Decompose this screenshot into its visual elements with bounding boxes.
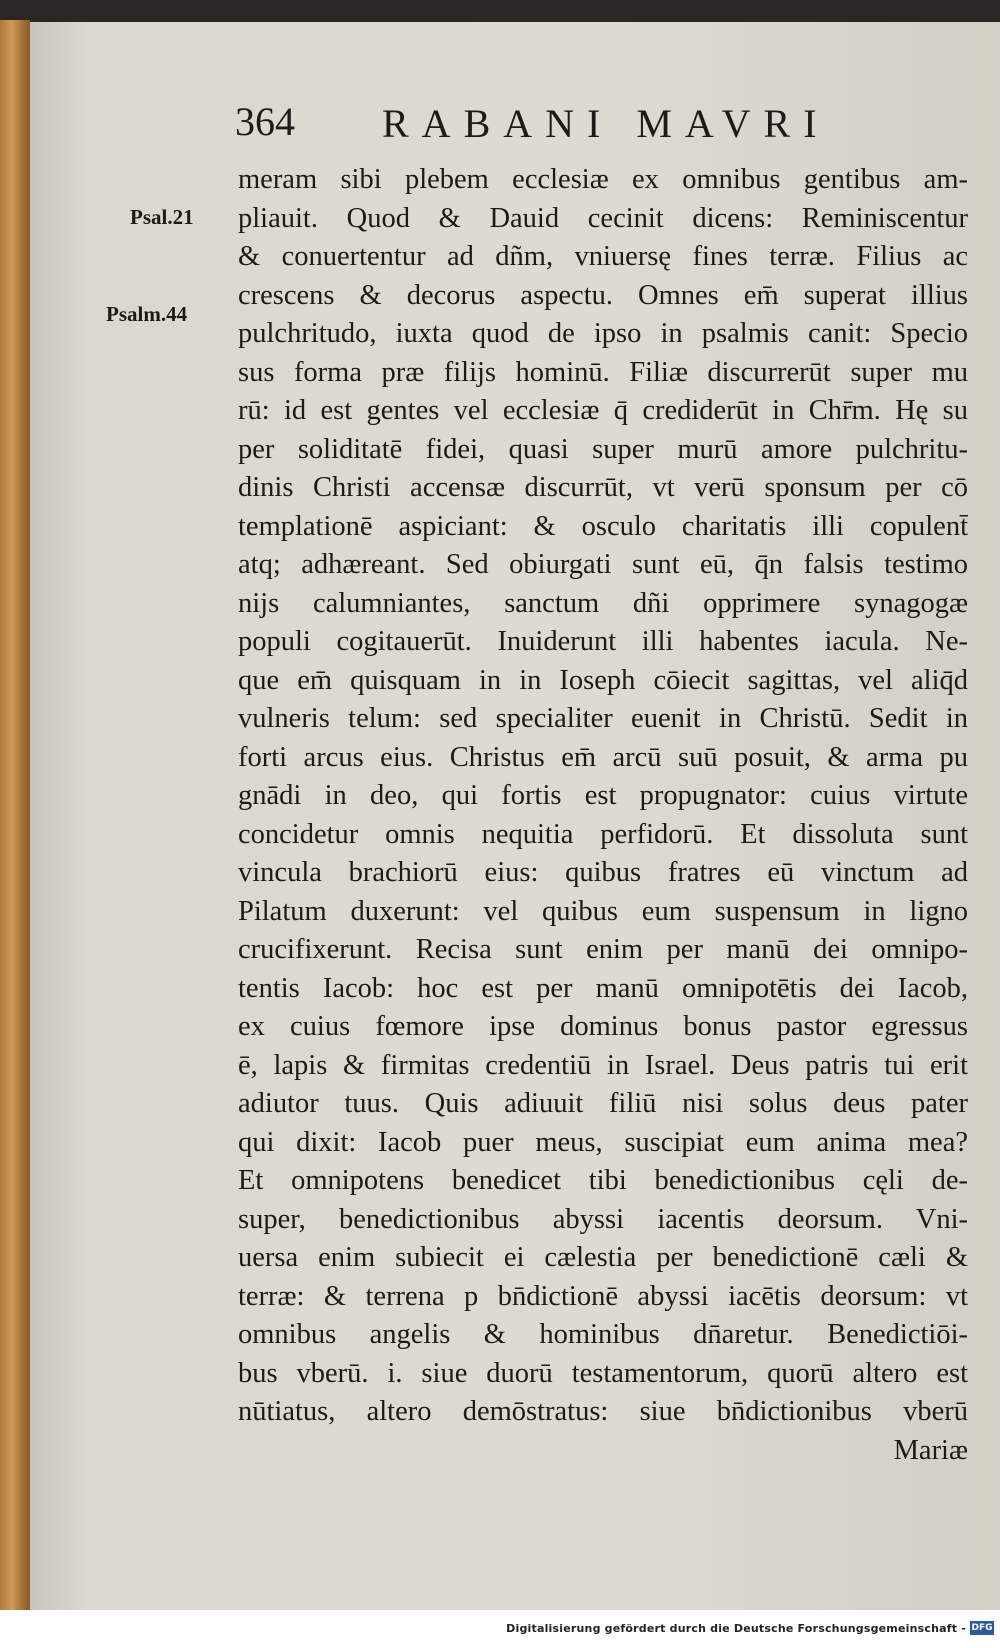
text-line: nūtiatus, altero demōstratus: siue bn̄dictionibus vberū — [238, 1396, 968, 1427]
text-line: nijs calumniantes, sanctum dñi opprimere synagogæ — [238, 587, 968, 619]
text-line: ē, lapis & firmitas credentiū in Israel. Deus patris tui erit — [238, 1049, 968, 1081]
text-line: Pilatum duxerunt: vel quibus eum suspensum in ligno — [238, 895, 968, 927]
text-line: rū: id est gentes vel ecclesiæ q̄ crediderūt in Chr̄m. Hę su — [238, 395, 968, 426]
page-number: 364 — [235, 99, 295, 144]
text-line: vincula brachiorū eius: quibus fratres eū vinctum ad — [238, 857, 968, 888]
text-line: pulchritudo, iuxta quod de ipso in psalmis canit: Specio — [238, 318, 968, 349]
text-line: sus forma præ filijs hominū. Filiæ discurrerūt super mu — [238, 356, 968, 388]
book-edge — [0, 20, 30, 1610]
text-line: dinis Christi accensæ discurrūt, vt verū sponsum per cō — [238, 472, 968, 503]
text-line: & conuertentur ad dñm, vniuersę fines terræ. Filius ac — [238, 241, 968, 272]
text-line: omnibus angelis & hominibus dn̄aretur. Benedictiōi- — [238, 1319, 968, 1350]
text-line: meram sibi plebem ecclesiæ ex omnibus gentibus am- — [238, 164, 968, 195]
body-text — [238, 161, 968, 1470]
text-line: forti arcus eius. Christus em̄ arcū suū posuit, & arma pu — [238, 741, 968, 773]
text-line: ex cuius fœmore ipse dominus bonus pastor egressus — [238, 1011, 968, 1042]
text-line: bus vberū. i. siue duorū testamentorum, quorū altero est — [238, 1357, 968, 1389]
text-line: adiutor tuus. Quis adiuuit filiū nisi solus deus pater — [238, 1088, 968, 1119]
catchword: Mariæ — [893, 1434, 968, 1466]
text-line: Et omnipotens benedicet tibi benedictionibus cęli de- — [238, 1165, 968, 1196]
text-line: pliauit. Quod & Dauid cecinit dicens: Reminiscentur — [238, 202, 968, 234]
text-line: atq; adhæreant. Sed obiurgati sunt eū, q̄n falsis testimo — [238, 549, 968, 580]
marginal-note-psalm-21: Psal.21 — [130, 205, 194, 229]
text-line: super, benedictionibus abyssi iacentis deorsum. Vni- — [238, 1203, 968, 1235]
dfg-logo[interactable]: DFG — [971, 1623, 993, 1633]
text-line: per soliditatē fidei, quasi super murū amore pulchritu- — [238, 433, 968, 465]
text-line: terræ: & terrena p bn̄dictionē abyssi iacētis deorsum: vt — [238, 1280, 968, 1312]
text-line: uersa enim subiecit ei cælestia per benedictionē cæli & — [238, 1242, 968, 1273]
text-line: populi cogitauerūt. Inuiderunt illi habentes iacula. Ne- — [238, 626, 968, 657]
text-line: vulneris telum: sed specialiter euenit in Christū. Sedit in — [238, 703, 968, 734]
text-line: crucifixerunt. Recisa sunt enim per manū dei omnipo- — [238, 934, 968, 965]
marginal-note-psalm-44: Psalm.44 — [106, 302, 188, 326]
text-line: crescens & decorus aspectu. Omnes em̄ superat illius — [238, 279, 968, 311]
text-line: templationē aspiciant: & osculo charitatis illi copulent̄ — [238, 510, 968, 542]
text-line: tentis Iacob: hoc est per manū omnipotētis dei Iacob, — [238, 972, 968, 1004]
digitization-credit: Digitalisierung gefördert durch die Deutsche Forschungsgemeinschaft - — [506, 1622, 966, 1635]
running-head: RABANI MAVRI — [382, 101, 830, 146]
text-line: gnādi in deo, qui fortis est propugnator: cuius virtute — [238, 780, 968, 811]
text-line: que em̄ quisquam in in Ioseph cōiecit sagittas, vel aliq̄d — [238, 664, 968, 696]
text-line: qui dixit: Iacob puer meus, suscipiat eum anima mea? — [238, 1126, 968, 1158]
text-line: concidetur omnis nequitia perfidorū. Et dissoluta sunt — [238, 818, 968, 850]
